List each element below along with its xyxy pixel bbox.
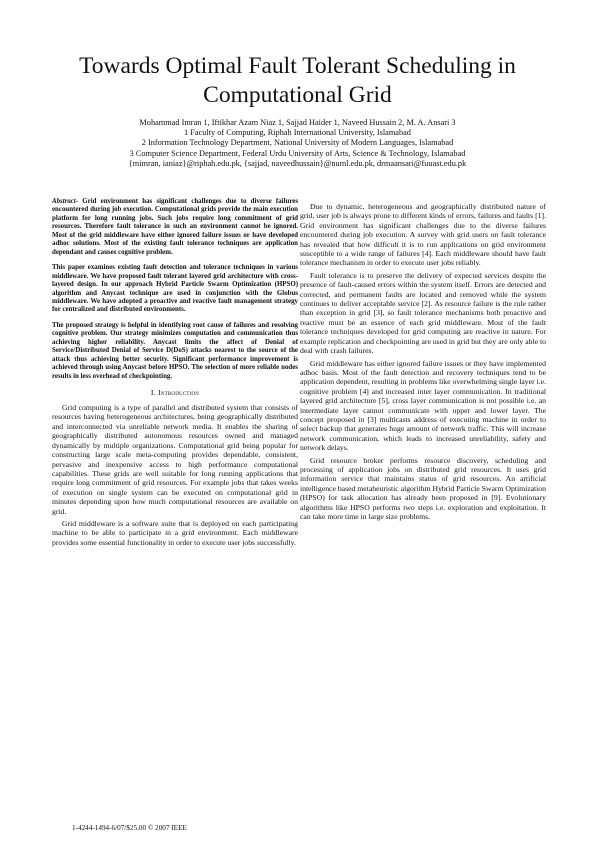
right-column: [300, 202, 546, 524]
affiliation-2: 2 Information Technology Department, National University of Modern Languages, Islamabad: [141, 138, 454, 148]
copyright-footer: 1-4244-1494-6/07/$25.00 © 2007 IEEE: [72, 824, 187, 832]
affiliation-3: 3 Computer Science Department, Federal Urdu University of Arts, Science & Technology, Islamabad: [129, 148, 466, 158]
author-emails: {mimran, ianiaz}@riphah.edu.pk, {sajjad, naveedhussain}@numl.edu.pk, drmaansari@fuuast.edu.pk: [128, 158, 467, 168]
abstract-label: Abstract-: [52, 198, 79, 205]
intro-paragraph-1: Grid computing is a type of parallel and distributed system that consists of resources having heterogeneous architectures, being geographically distributed and interconnected via unreliable network media. It enables the sharing of geographically distributed autonomous resources owned and managed dynamically by multiple organizations. Computational grid being popular for constructing large scale meta-computing provides dependable, consistent, pervasive and inexpensive access to high performance computational capabilities. These grids are well suitable for long running applications that require long commitment of grid resources. For example jobs that takes weeks of execution on single system can be executed on computational grid in minutes depending upon how much computational resources are available on grid.: [52, 403, 298, 516]
author-names: Mohammad Imran 1, Iftikhar Azam Niaz 1, Sajjad Haider 1, Naveed Hussain 2, M. A. Ansari 3: [139, 118, 456, 127]
section-heading-introduction: I. Introduction: [150, 388, 200, 398]
right-paragraph-4: Grid resource broker performs resource discovery, scheduling and processing of application jobs on distributed grid resources. It uses grid information service that maintains status of grid resources. An artificial intelligence based metaheuristic algorithm Hybrid Particle Swarm Optimization (HPSO) for task allocation has already been proposed in [9]. Evolutionary algorithms like HPSO performs two steps i.e. exploration and exploitation. It can take more time in large size problems.: [300, 455, 546, 521]
affiliation-1: 1 Faculty of Computing, Riphah International University, Islamabad: [184, 128, 411, 138]
abstract-paragraph-1: [52, 198, 298, 257]
author-block: [40, 118, 555, 169]
abstract-paragraph-3: The proposed strategy is helpful in identifying root cause of failures and resolving cognitive problem. Our strategy minimizes computation and communication thus achieving higher reliability. Anycast limits the affect of Denial of Service/Distributed Denial of Service D(DoS) attacks nearest to the source of the attack thus achieving better security. Significant performance improvement is achieved through using Anycast before HPSO. The selection of more reliable nodes results in less overhead of checkpointing.: [52, 321, 298, 380]
abstract-text-1: Grid environment has significant challenges due to diverse failures encountered during job execution. Computational grids provide the main execution platform for long running jobs. Such jobs require long commitment of grid resources. Therefore fault tolerance in such an environment cannot be ignored. Most of the grid middleware have either ignored failure issues or have developed adhoc solutions. Most of the existing fault tolerance techniques are application dependant and causes cognitive problem.: [52, 198, 299, 256]
intro-paragraph-2: Grid middleware is a software suite that is deployed on each participating machine to be able to participate in a grid environment. Each middleware provides some essential functionality in order to execute user jobs successfully.: [52, 518, 298, 547]
right-paragraph-2: Fault tolerance is to preserve the delivery of expected services despite the presence of fault-caused errors within the system itself. Errors are detected and corrected, and permanent faults are located and removed while the system continues to deliver acceptable service [2]. As resource failure is the rule rather than exception in grid [3], so fault tolerance mechanisms both proactive and reactive must be an essence of each grid middleware. Most of the fault tolerance techniques developed for grid computing are reactive in nature. For example replication and checkpointing are used in grid but they are only able to deal with crash failures.: [300, 270, 546, 356]
right-paragraph-1: Due to dynamic, heterogeneous and geographically distributed nature of grid, user job is always prone to different kinds of errors, failures and faults [1]. Grid environment has significant challenges due to the diverse failures encountered during job execution. A survey with grid users on fault tolerance has revealed that how difficult it is to run applications on grid environment susceptible to a wide range of failures [4]. Each middleware should have fault tolerance mechanism in order to execute user jobs reliably.: [300, 202, 546, 268]
left-column: [52, 198, 298, 550]
right-paragraph-3: Grid middleware has either ignored failure issues or they have implemented adhoc basis. Most of the fault detection and recovery techniques tend to be application dependent, resulting in problems like overwhelming single layer i.e. cognitive problem [4] and increased inter layer communication. In traditional layered grid architecture [5], cross layer communication is not possible i.e. an intermediate layer cannot communicate with upper and lower layer. The concept proposed in [3] multicasts address of executing machine in order to select backup that generates huge amount of network traffic. This will increase network communication, which leads to increased unreliability, safety and network delays.: [300, 358, 546, 453]
paper-title: Towards Optimal Fault Tolerant Scheduling in Computational Grid: [79, 53, 516, 108]
abstract-paragraph-2: This paper examines existing fault detection and tolerance techniques in various middleware. We have proposed fault tolerant layered grid architecture with cross-layered design. In our approach Hybrid Particle Swarm Optimization (HPSO) algorithm and Anycast technique are used in conjunction with the Globus middleware. We have adopted a proactive and reactive fault management strategy for centralized and distributed environments.: [52, 264, 298, 314]
